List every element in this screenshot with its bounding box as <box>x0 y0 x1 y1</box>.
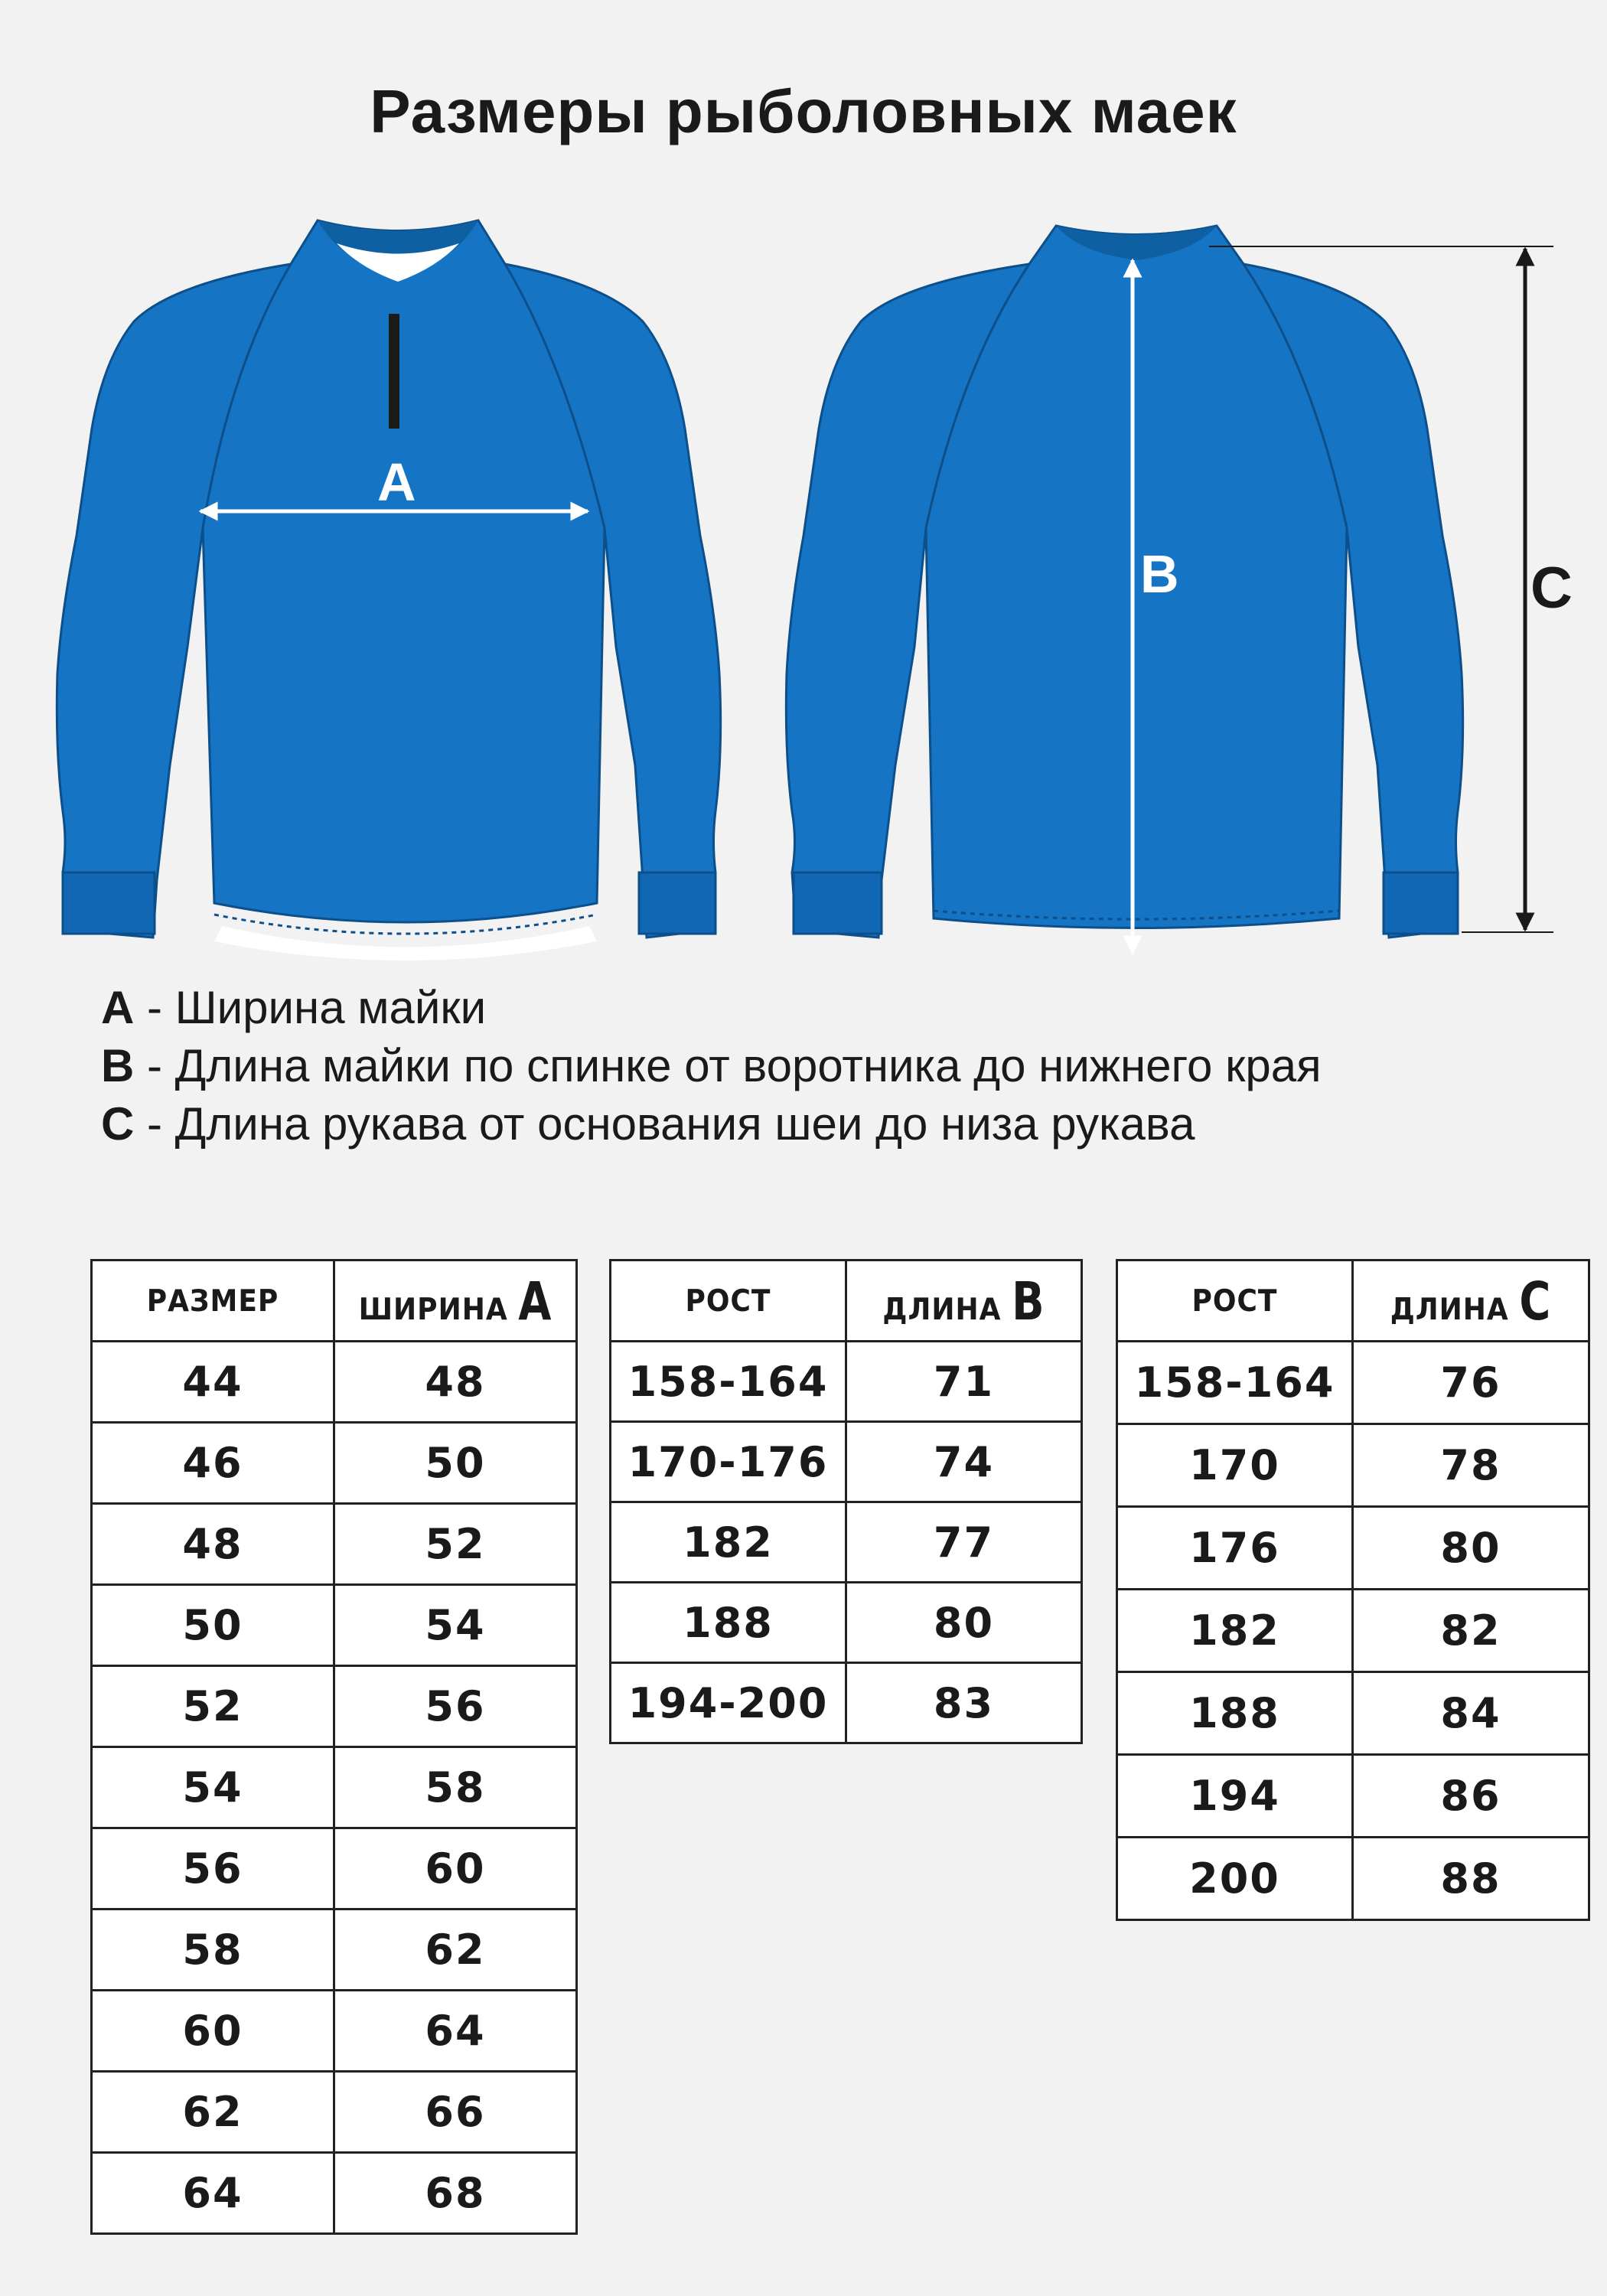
table-cell: 54 <box>92 1747 334 1828</box>
table-cell: 54 <box>334 1585 577 1666</box>
table-cell: 50 <box>92 1585 334 1666</box>
table-cell: 62 <box>334 1910 577 1991</box>
legend-text: - Длина майки по спинке от воротника до нижнего края <box>134 1040 1322 1091</box>
table-cell: 182 <box>1117 1590 1353 1672</box>
table-cell: 66 <box>334 2072 577 2153</box>
legend-key: C <box>101 1098 135 1150</box>
table-length-c <box>1116 1259 1590 1921</box>
table-cell: 176 <box>1117 1507 1353 1590</box>
table-cell: 50 <box>334 1423 577 1504</box>
table-cell: 71 <box>846 1342 1082 1422</box>
header-width: ШИРИНА A <box>334 1256 577 1345</box>
legend-c <box>101 1096 1195 1153</box>
legend-b <box>101 1038 1322 1094</box>
table-cell: 48 <box>92 1504 334 1585</box>
table-cell: 58 <box>334 1747 577 1828</box>
table-cell: 200 <box>1117 1838 1353 1920</box>
header-size: РАЗМЕР <box>92 1256 334 1345</box>
table-cell: 68 <box>334 2153 577 2234</box>
back-shirt-illustration <box>786 226 1462 953</box>
table-cell: 46 <box>92 1423 334 1504</box>
table-cell: 194 <box>1117 1755 1353 1838</box>
table-cell: 52 <box>334 1504 577 1585</box>
table-cell: 194-200 <box>611 1663 846 1743</box>
shirt-diagram <box>0 0 1607 995</box>
table-cell: 56 <box>92 1828 334 1910</box>
table-cell: 80 <box>846 1583 1082 1663</box>
table-cell: 86 <box>1353 1755 1589 1838</box>
dimension-b-label: B <box>1140 544 1179 604</box>
table-cell: 64 <box>92 2153 334 2234</box>
table-cell: 60 <box>334 1828 577 1910</box>
table-cell: 74 <box>846 1422 1082 1502</box>
table-cell: 158-164 <box>1117 1342 1353 1424</box>
legend-text: - Длина рукава от основания шеи до низа рукава <box>134 1098 1195 1150</box>
dimension-a-label: A <box>377 452 416 512</box>
table-cell: 83 <box>846 1663 1082 1743</box>
table-cell: 64 <box>334 1991 577 2072</box>
table-width-a <box>90 1259 578 2235</box>
table-cell: 58 <box>92 1910 334 1991</box>
table-cell: 188 <box>611 1583 846 1663</box>
table-cell: 48 <box>334 1342 577 1423</box>
table-cell: 56 <box>334 1666 577 1747</box>
table-cell: 84 <box>1353 1672 1589 1755</box>
header-length: ДЛИНА C <box>1353 1256 1589 1345</box>
table-cell: 78 <box>1353 1424 1589 1507</box>
table-cell: 170 <box>1117 1424 1353 1507</box>
header-length: ДЛИНА B <box>846 1256 1082 1345</box>
table-cell: 182 <box>611 1502 846 1583</box>
page-title: Размеры рыболовных маек <box>370 77 1237 145</box>
table-cell: 80 <box>1353 1507 1589 1590</box>
legend-key: A <box>101 982 135 1033</box>
table-cell: 82 <box>1353 1590 1589 1672</box>
legend-text: - Ширина майки <box>134 982 487 1033</box>
front-shirt-illustration <box>57 220 720 960</box>
table-cell: 88 <box>1353 1838 1589 1920</box>
table-cell: 44 <box>92 1342 334 1423</box>
table-cell: 52 <box>92 1666 334 1747</box>
table-cell: 158-164 <box>611 1342 846 1422</box>
dimension-c-label: C <box>1530 556 1573 621</box>
legend-a <box>101 980 486 1036</box>
table-cell: 76 <box>1353 1342 1589 1424</box>
table-cell: 170-176 <box>611 1422 846 1502</box>
table-cell: 188 <box>1117 1672 1353 1755</box>
header-height: РОСТ <box>611 1256 846 1345</box>
table-cell: 77 <box>846 1502 1082 1583</box>
table-length-b <box>609 1259 1083 1744</box>
legend-key: B <box>101 1040 135 1091</box>
table-cell: 60 <box>92 1991 334 2072</box>
header-height: РОСТ <box>1117 1256 1353 1345</box>
table-cell: 62 <box>92 2072 334 2153</box>
